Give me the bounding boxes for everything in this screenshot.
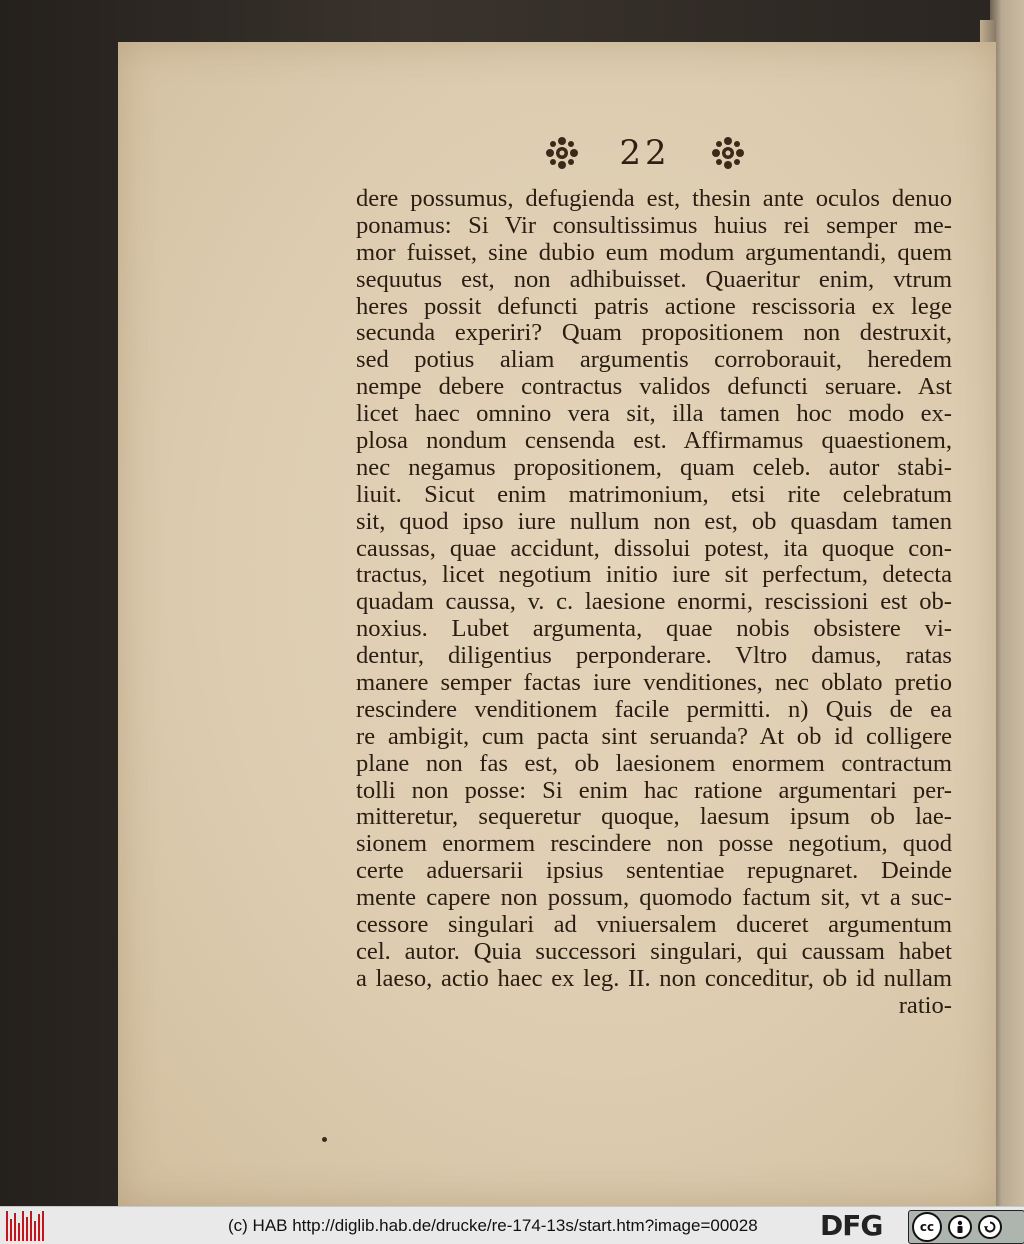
- catchword: ratio-: [898, 992, 952, 1019]
- dfg-logo[interactable]: DFG: [820, 1209, 883, 1242]
- text-line: sequutus est, non adhibuisset. Quaeritur enim, vtrum: [356, 266, 952, 293]
- page-number: 22: [619, 133, 671, 173]
- text-line: re ambigit, cum pacta sint seruanda? At ob id colligere: [356, 723, 952, 750]
- text-line: certe aduersarii ipsius sententiae repugnaret. Deinde: [356, 858, 952, 885]
- floral-ornament-right-icon: [706, 133, 750, 173]
- text-line: sit, quod ipso iure nullum non est, ob quasdam tamen: [356, 508, 952, 535]
- sa-icon: [978, 1215, 1002, 1239]
- text-line: dentur, diligentius perponderare. Vltro damus, ratas: [356, 643, 952, 670]
- text-line: rescindere venditionem facile permitti. n) Quis de ea: [356, 696, 952, 723]
- text-line: a laeso, actio haec ex leg. II. non conceditur, ob id nullam: [356, 965, 952, 992]
- text-line: manere semper factas iure venditiones, nec oblato pretio: [356, 670, 952, 697]
- hab-barcode-logo-icon[interactable]: [6, 1211, 46, 1241]
- text-line: mitteretur, sequeretur quoque, laesum ipsum ob lae-: [356, 804, 952, 831]
- text-line: licet haec omnino vera sit, illa tamen hoc modo ex-: [356, 401, 952, 428]
- text-line: noxius. Lubet argumenta, quae nobis obsistere vi-: [356, 616, 952, 643]
- text-line: liuit. Sicut enim matrimonium, etsi rite celebratum: [356, 481, 952, 508]
- text-line: dere possumus, defugienda est, thesin ante oculos denuo: [356, 186, 952, 212]
- text-line: nempe debere contractus validos defuncti seruare. Ast: [356, 374, 952, 401]
- text-line: plosa nondum censenda est. Affirmamus quaestionem,: [356, 428, 952, 455]
- ink-spot: [322, 1137, 327, 1142]
- body-text: [356, 186, 952, 1020]
- text-line: mor fuisset, sine dubio eum modum argumentandi, quem: [356, 239, 952, 266]
- page-header: [540, 128, 750, 178]
- text-line: ponamus: Si Vir consultissimus huius rei semper me-: [356, 212, 952, 239]
- floral-ornament-left-icon: [540, 133, 584, 173]
- text-line: sed potius aliam argumentis corroborauit, heredem: [356, 347, 952, 374]
- cc-license-badge[interactable]: [908, 1210, 1024, 1244]
- copyright-link[interactable]: (c) HAB http://diglib.hab.de/drucke/re-174-13s/start.htm?image=00028: [228, 1216, 758, 1235]
- text-line: mente capere non possum, quomodo factum sit, vt a suc-: [356, 885, 952, 912]
- text-line: heres possit defuncti patris actione rescissoria ex lege: [356, 293, 952, 320]
- text-line: tolli non posse: Si enim hac ratione argumentari per-: [356, 777, 952, 804]
- text-line: cessore singulari ad vniuersalem duceret argumentum: [356, 912, 952, 939]
- text-line: caussas, quae accidunt, dissolui potest, ita quoque con-: [356, 535, 952, 562]
- cc-icon: cc: [912, 1212, 942, 1242]
- text-line: plane non fas est, ob laesionem enormem contractum: [356, 750, 952, 777]
- viewer-footer: [0, 1206, 1024, 1244]
- text-line: secunda experiri? Quam propositionem non destruxit,: [356, 320, 952, 347]
- text-line: sionem enormem rescindere non posse negotium, quod: [356, 831, 952, 858]
- text-line: nec negamus propositionem, quam celeb. autor stabi-: [356, 454, 952, 481]
- by-icon: [948, 1215, 972, 1239]
- text-line: cel. autor. Quia successori singulari, qui caussam habet: [356, 938, 952, 965]
- text-line: tractus, licet negotium initio iure sit perfectum, detecta: [356, 562, 952, 589]
- text-line: quadam caussa, v. c. laesione enormi, rescissioni est ob-: [356, 589, 952, 616]
